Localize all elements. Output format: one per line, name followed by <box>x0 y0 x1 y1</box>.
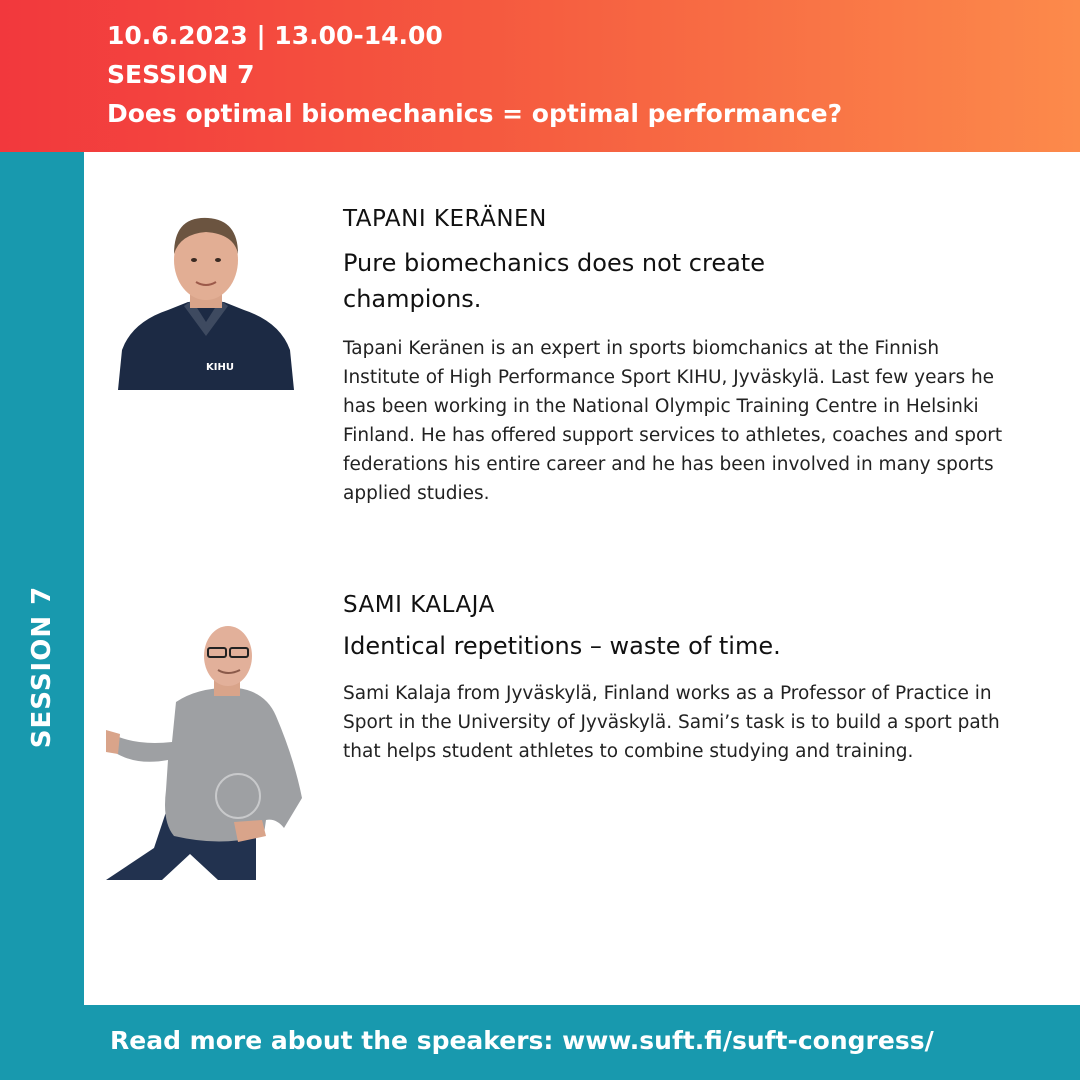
footer-banner <box>84 1005 1080 1080</box>
speaker-2-name: SAMI KALAJA <box>343 592 495 618</box>
speaker-2-talk-title: Identical repetitions – waste of time. <box>343 632 781 660</box>
speaker-2-bio: Sami Kalaja from Jyväskylä, Finland works as a Professor of Practice in Sport in the University of Jyväskylä. Sami’s task is to build a sport path that helps student athletes to combine studying and training. <box>343 683 1000 762</box>
session-datetime: 10.6.2023 | 13.00-14.00 <box>107 21 443 50</box>
shirt-logo-text: KIHU <box>206 362 234 373</box>
speaker-1-photo <box>118 210 294 390</box>
header-banner <box>0 0 1080 152</box>
footer-read-more-link[interactable]: Read more about the speakers: www.suft.fi/suft-congress/ <box>110 1026 934 1055</box>
session-number: SESSION 7 <box>107 60 255 89</box>
sidebar-session-label: SESSION 7 <box>27 585 57 749</box>
speaker-1-name: TAPANI KERÄNEN <box>343 206 547 232</box>
session-title: Does optimal biomechanics = optimal performance? <box>107 99 843 128</box>
speaker-1-talk-title: Pure biomechanics does not create champions. <box>343 249 765 313</box>
speaker-2-photo <box>106 622 318 880</box>
speaker-1-bio: Tapani Keränen is an expert in sports biomchanics at the Finnish Institute of High Performance Sport KIHU, Jyväskylä. Last few years he has been working in the National Olympic Training Centre in Helsinki Finland. He has offered support services to athletes, coaches and sport federations his entire career and he has been involved in many sports applied studies. <box>343 338 1003 504</box>
sidebar <box>0 152 84 1080</box>
